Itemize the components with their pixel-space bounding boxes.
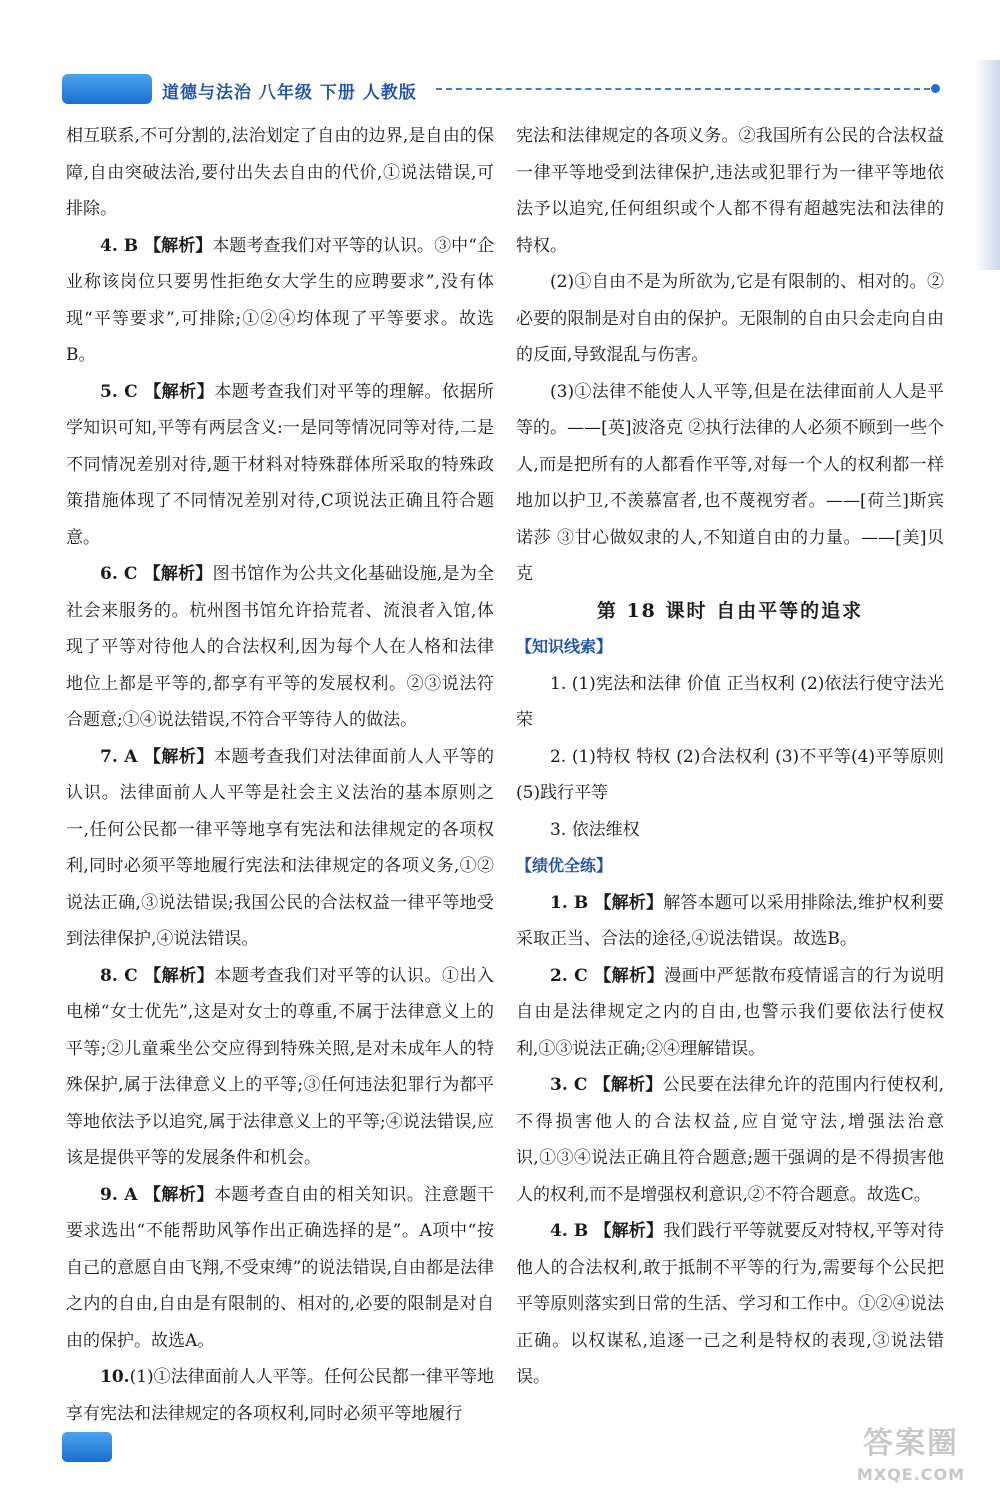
answer-label: 10.: [100, 1367, 130, 1387]
practice-item-2: [516, 958, 944, 1068]
answer-text: 解答本题可以采用排除法,维护权利要采取正当、合法的途径,④说法错误。故选B。: [516, 892, 944, 949]
knowledge-item: 3. 依法维权: [550, 819, 640, 840]
answer-item-9: [66, 1177, 494, 1360]
practice-item-4: [516, 1213, 944, 1396]
left-column: [66, 118, 494, 1432]
section-heading-practice: 【绩优全练】: [516, 856, 613, 875]
watermark-logo: [836, 1424, 986, 1494]
answer-label: 9. A 【解析】: [100, 1184, 214, 1205]
answer-label: 4. B 【解析】: [550, 1221, 664, 1241]
header-tab-decoration: [62, 74, 152, 104]
header-dashed-rule: [436, 88, 930, 90]
answer-item-4: [66, 228, 494, 374]
running-header: [62, 72, 942, 106]
answer-item-5: [66, 374, 494, 557]
answer-text: 本题考查我们对平等的认识。①出入电梯“女士优先”,这是对女士的尊重,不属于法律意义上的平等;②儿童乘坐公交应得到特殊关照,是对未成年人的特殊保护,属于法律意义上的平等;③任何违法犯罪行为都平等地依法予以追究,属于法律意义上的平等;④说法错误,应该是提供平等的发展条件和机会。: [66, 965, 495, 1168]
paragraph: (2)①自由不是为所欲为,它是有限制的、相对的。②必要的限制是对自由的保护。无限制的自由只会走向自由的反面,导致混乱与伤害。: [516, 272, 944, 365]
watermark-url: MXQE.COM: [856, 1465, 966, 1484]
answer-text: (1)①法律面前人人平等。任何公民都一律平等地享有宪法和法律规定的各项权利,同时必须平等地履行: [66, 1367, 494, 1424]
answer-text: 漫画中严惩散布疫情谣言的行为说明自由是法律规定之内的自由,也警示我们要依法行使权利,①③说法正确;②④理解错误。: [516, 965, 945, 1059]
answer-item-6: [66, 556, 494, 739]
answer-label: 3. C 【解析】: [550, 1075, 663, 1095]
answer-text: 本题考查我们对法律面前人人平等的认识。法律面前人人平等是社会主义法治的基本原则之一,任何公民都一律平等地享有宪法和法律规定的各项权利,同时必须平等地履行宪法和法律规定的各项义务,①②说法正确,③说法错误;我国公民的合法权益一律平等地受到法律保护,④说法错误。: [66, 746, 494, 949]
lesson-title: 第 18 课时 自由平等的追求: [596, 599, 864, 622]
header-dot: [931, 84, 940, 93]
answer-text: 公民要在法律允许的范围内行使权利,不得损害他人的合法权益,应自觉守法,增强法治意识,①③④说法正确且符合题意;题干强调的是不得损害他人的权利,而不是增强权利意识,②不符合题意。故选C。: [516, 1075, 944, 1205]
practice-item-3: [516, 1067, 944, 1213]
answer-item-8: [66, 958, 494, 1177]
answer-label: 4. B 【解析】: [100, 235, 213, 256]
paragraph: (3)①法律不能使人人平等,但是在法律面前人人是平等的。——[英]波洛克 ②执行法律的人必须不顾到一些个人,而是把所有的人都看作平等,对每一个人的权利都一样地加以护卫,不羡慕富者,也不蔑视穷者。——[荷兰]斯宾诺莎 ③甘心做奴隶的人,不知道自由的力量。——[美]贝克: [516, 381, 944, 584]
answer-text: 图书馆作为公共文化基础设施,是为全社会来服务的。杭州图书馆允许拾荒者、流浪者入馆,体现了平等对待他人的合法权利,因为每个人在人格和法律地位上都是平等的,都享有平等的发展权利。②③说法符合题意;①④说法错误,不符合平等待人的做法。: [66, 564, 494, 730]
practice-item-1: [516, 885, 944, 958]
section-heading-knowledge: 【知识线索】: [516, 637, 613, 656]
answer-item-7: [66, 739, 494, 958]
answer-label: 7. A 【解析】: [100, 746, 214, 767]
page-edge-shadow: [974, 60, 1000, 270]
watermark-text: 答案圈: [863, 1426, 959, 1461]
answer-text: 相互联系,不可分割的,法治划定了自由的边界,是自由的保障,自由突破法治,要付出失去自由的代价,①说法错误,可排除。: [66, 126, 494, 219]
right-column: [516, 118, 944, 1396]
page-number-tab: [62, 1432, 112, 1462]
answer-label: 6. C 【解析】: [100, 564, 213, 584]
answer-text: 本题考查自由的相关知识。注意题干要求选出“不能帮助风筝作出正确选择的是”。A项中“按自己的意愿自由飞翔,不受束缚”的说法错误,自由都是法律之内的自由,自由是有限制的、相对的,必要的限制是对自由的保护。故选A。: [66, 1184, 494, 1351]
answer-label: 5. C 【解析】: [100, 381, 215, 402]
answer-label: 8. C 【解析】: [100, 965, 215, 986]
paragraph: [66, 118, 494, 228]
knowledge-item: 2. (1)特权 特权 (2)合法权利 (3)不平等(4)平等原则 (5)践行平等: [516, 746, 944, 803]
header-title: 道德与法治 八年级 下册 人教版: [162, 83, 417, 103]
answer-text: 本题考查我们对平等的认识。③中“企业称该岗位只要男性拒绝女大学生的应聘要求”,没有体现“平等要求”,可排除;①②④均体现了平等要求。故选B。: [66, 235, 494, 365]
answer-item-10: [66, 1359, 494, 1432]
answer-label: 2. C 【解析】: [550, 965, 665, 986]
paragraph: 宪法和法律规定的各项义务。②我国所有公民的合法权益一律平等地受到法律保护,违法或犯罪行为一律平等地依法予以追究,任何组织或个人都不得有超越宪法和法律的特权。: [516, 126, 944, 256]
answer-label: 1. B 【解析】: [550, 892, 664, 913]
answer-text: 本题考查我们对平等的理解。依据所学知识可知,平等有两层含义:一是同等情况同等对待,二是不同情况差别对待,题干材料对特殊群体所采取的特殊政策措施体现了不同情况差别对待,C项说法正确且符合题意。: [66, 381, 495, 548]
knowledge-item: 1. (1)宪法和法律 价值 正当权利 (2)依法行使守法光荣: [516, 673, 944, 730]
answer-text: 我们践行平等就要反对特权,平等对待他人的合法权利,敢于抵制不平等的行为,需要每个公民把平等原则落实到日常的生活、学习和工作中。①②④说法正确。以权谋私,追逐一己之利是特权的表现,③说法错误。: [516, 1221, 944, 1387]
